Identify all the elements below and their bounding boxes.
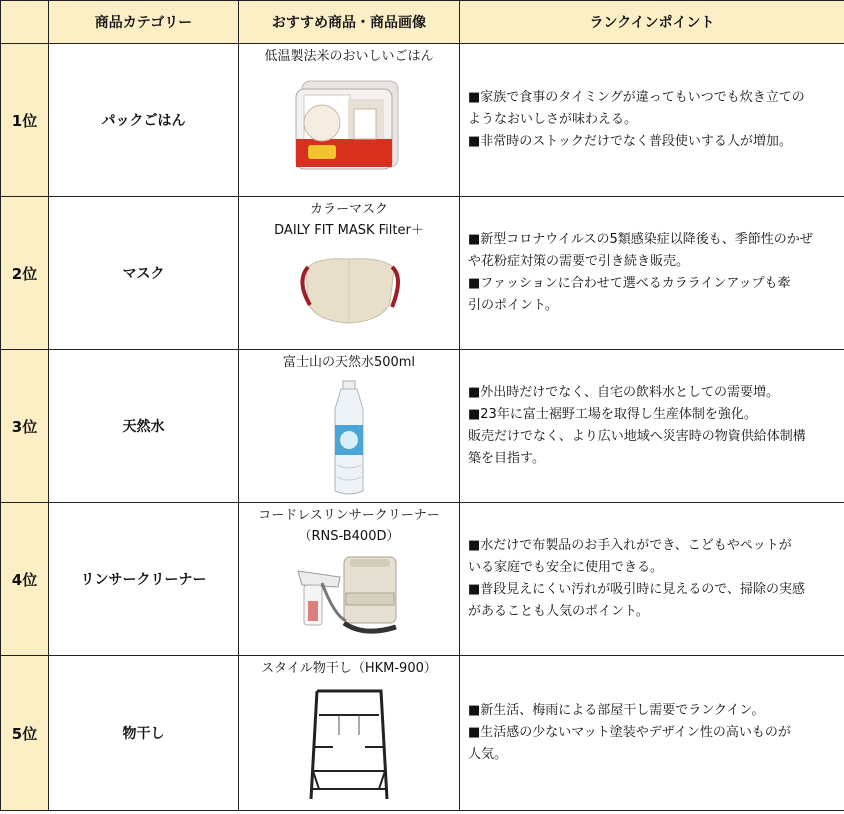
point-line: や花粉症対策の需要で引き続き販売。 — [468, 254, 690, 269]
point-line: 築を目指す。 — [468, 451, 545, 466]
header-rank — [1, 1, 49, 44]
point-line: ■普段見えにくい汚れが吸引時に見えるので、掃除の実感 — [468, 582, 806, 597]
category-cell: パックごはん — [49, 44, 239, 197]
product-cell — [239, 350, 460, 503]
rank-cell: 5位 — [1, 656, 49, 811]
point-line: ■水だけで布製品のお手入れができ、こどもやペットが — [468, 538, 792, 553]
rank-cell: 4位 — [1, 503, 49, 656]
rinser-cleaner-image — [284, 553, 414, 643]
product-cell — [239, 656, 460, 811]
points-cell — [460, 503, 844, 656]
product-cell — [239, 44, 460, 197]
points-cell — [460, 197, 844, 350]
product-name: コードレスリンサークリーナー — [258, 508, 440, 523]
product-name: スタイル物干し（HKM-900） — [261, 661, 437, 676]
table-row — [1, 197, 844, 350]
mask-image — [294, 247, 404, 329]
product-name: カラーマスク — [309, 202, 388, 217]
product-cell — [239, 197, 460, 350]
table-row — [1, 503, 844, 656]
point-line: ■ファッションに合わせて選べるカララインアップも牽 — [468, 276, 791, 291]
rank-cell: 3位 — [1, 350, 49, 503]
category-cell: 天然水 — [49, 350, 239, 503]
table-row — [1, 656, 844, 811]
points-cell — [460, 656, 844, 811]
product-name-sub: DAILY FIT MASK Filter＋ — [274, 223, 424, 238]
category-cell: リンサークリーナー — [49, 503, 239, 656]
product-name-sub: （RNS-B400D） — [298, 529, 400, 544]
water-bottle-image — [319, 379, 379, 497]
point-line: いる家庭でも安全に使用できる。 — [468, 560, 664, 575]
header-product: おすすめ商品・商品画像 — [239, 1, 460, 44]
header-row — [1, 1, 844, 44]
table-row — [1, 350, 844, 503]
table-row — [1, 44, 844, 197]
points-cell — [460, 44, 844, 197]
point-line: 引のポイント。 — [468, 298, 558, 313]
point-line: 人気。 — [468, 747, 508, 762]
point-line: ■新型コロナウイルスの5類感染症以降後も、季節性のかぜ — [468, 232, 813, 247]
product-name: 富士山の天然水500ml — [282, 355, 416, 370]
product-cell — [239, 503, 460, 656]
product-name: 低温製法米のおいしいごはん — [264, 49, 434, 64]
point-line: ■新生活、梅雨による部屋干し需要でランクイン。 — [468, 703, 765, 718]
point-line: ■生活感の少ないマット塗装やデザイン性の高いものが — [468, 725, 791, 740]
header-points: ランクインポイント — [460, 1, 844, 44]
rank-cell: 2位 — [1, 197, 49, 350]
point-line: 販売だけでなく、より広い地域へ災害時の物資供給体制構 — [468, 429, 806, 444]
point-line: ■非常時のストックだけでなく普段使いする人が増加。 — [468, 134, 792, 149]
rank-cell: 1位 — [1, 44, 49, 197]
header-category: 商品カテゴリー — [49, 1, 239, 44]
point-line: ■23年に富士裾野工場を取得し生産体制を強化。 — [468, 407, 757, 422]
drying-rack-image — [299, 685, 399, 805]
category-cell: マスク — [49, 197, 239, 350]
points-cell — [460, 350, 844, 503]
point-line: があることも人気のポイント。 — [468, 604, 649, 619]
rice-pack-image — [274, 73, 424, 173]
category-cell: 物干し — [49, 656, 239, 811]
point-line: ■家族で食事のタイミングが違ってもいつでも炊き立ての — [468, 90, 805, 105]
point-line: ようなおいしさが味わえる。 — [468, 112, 638, 127]
point-line: ■外出時だけでなく、自宅の飲料水としての需要増。 — [468, 385, 780, 400]
